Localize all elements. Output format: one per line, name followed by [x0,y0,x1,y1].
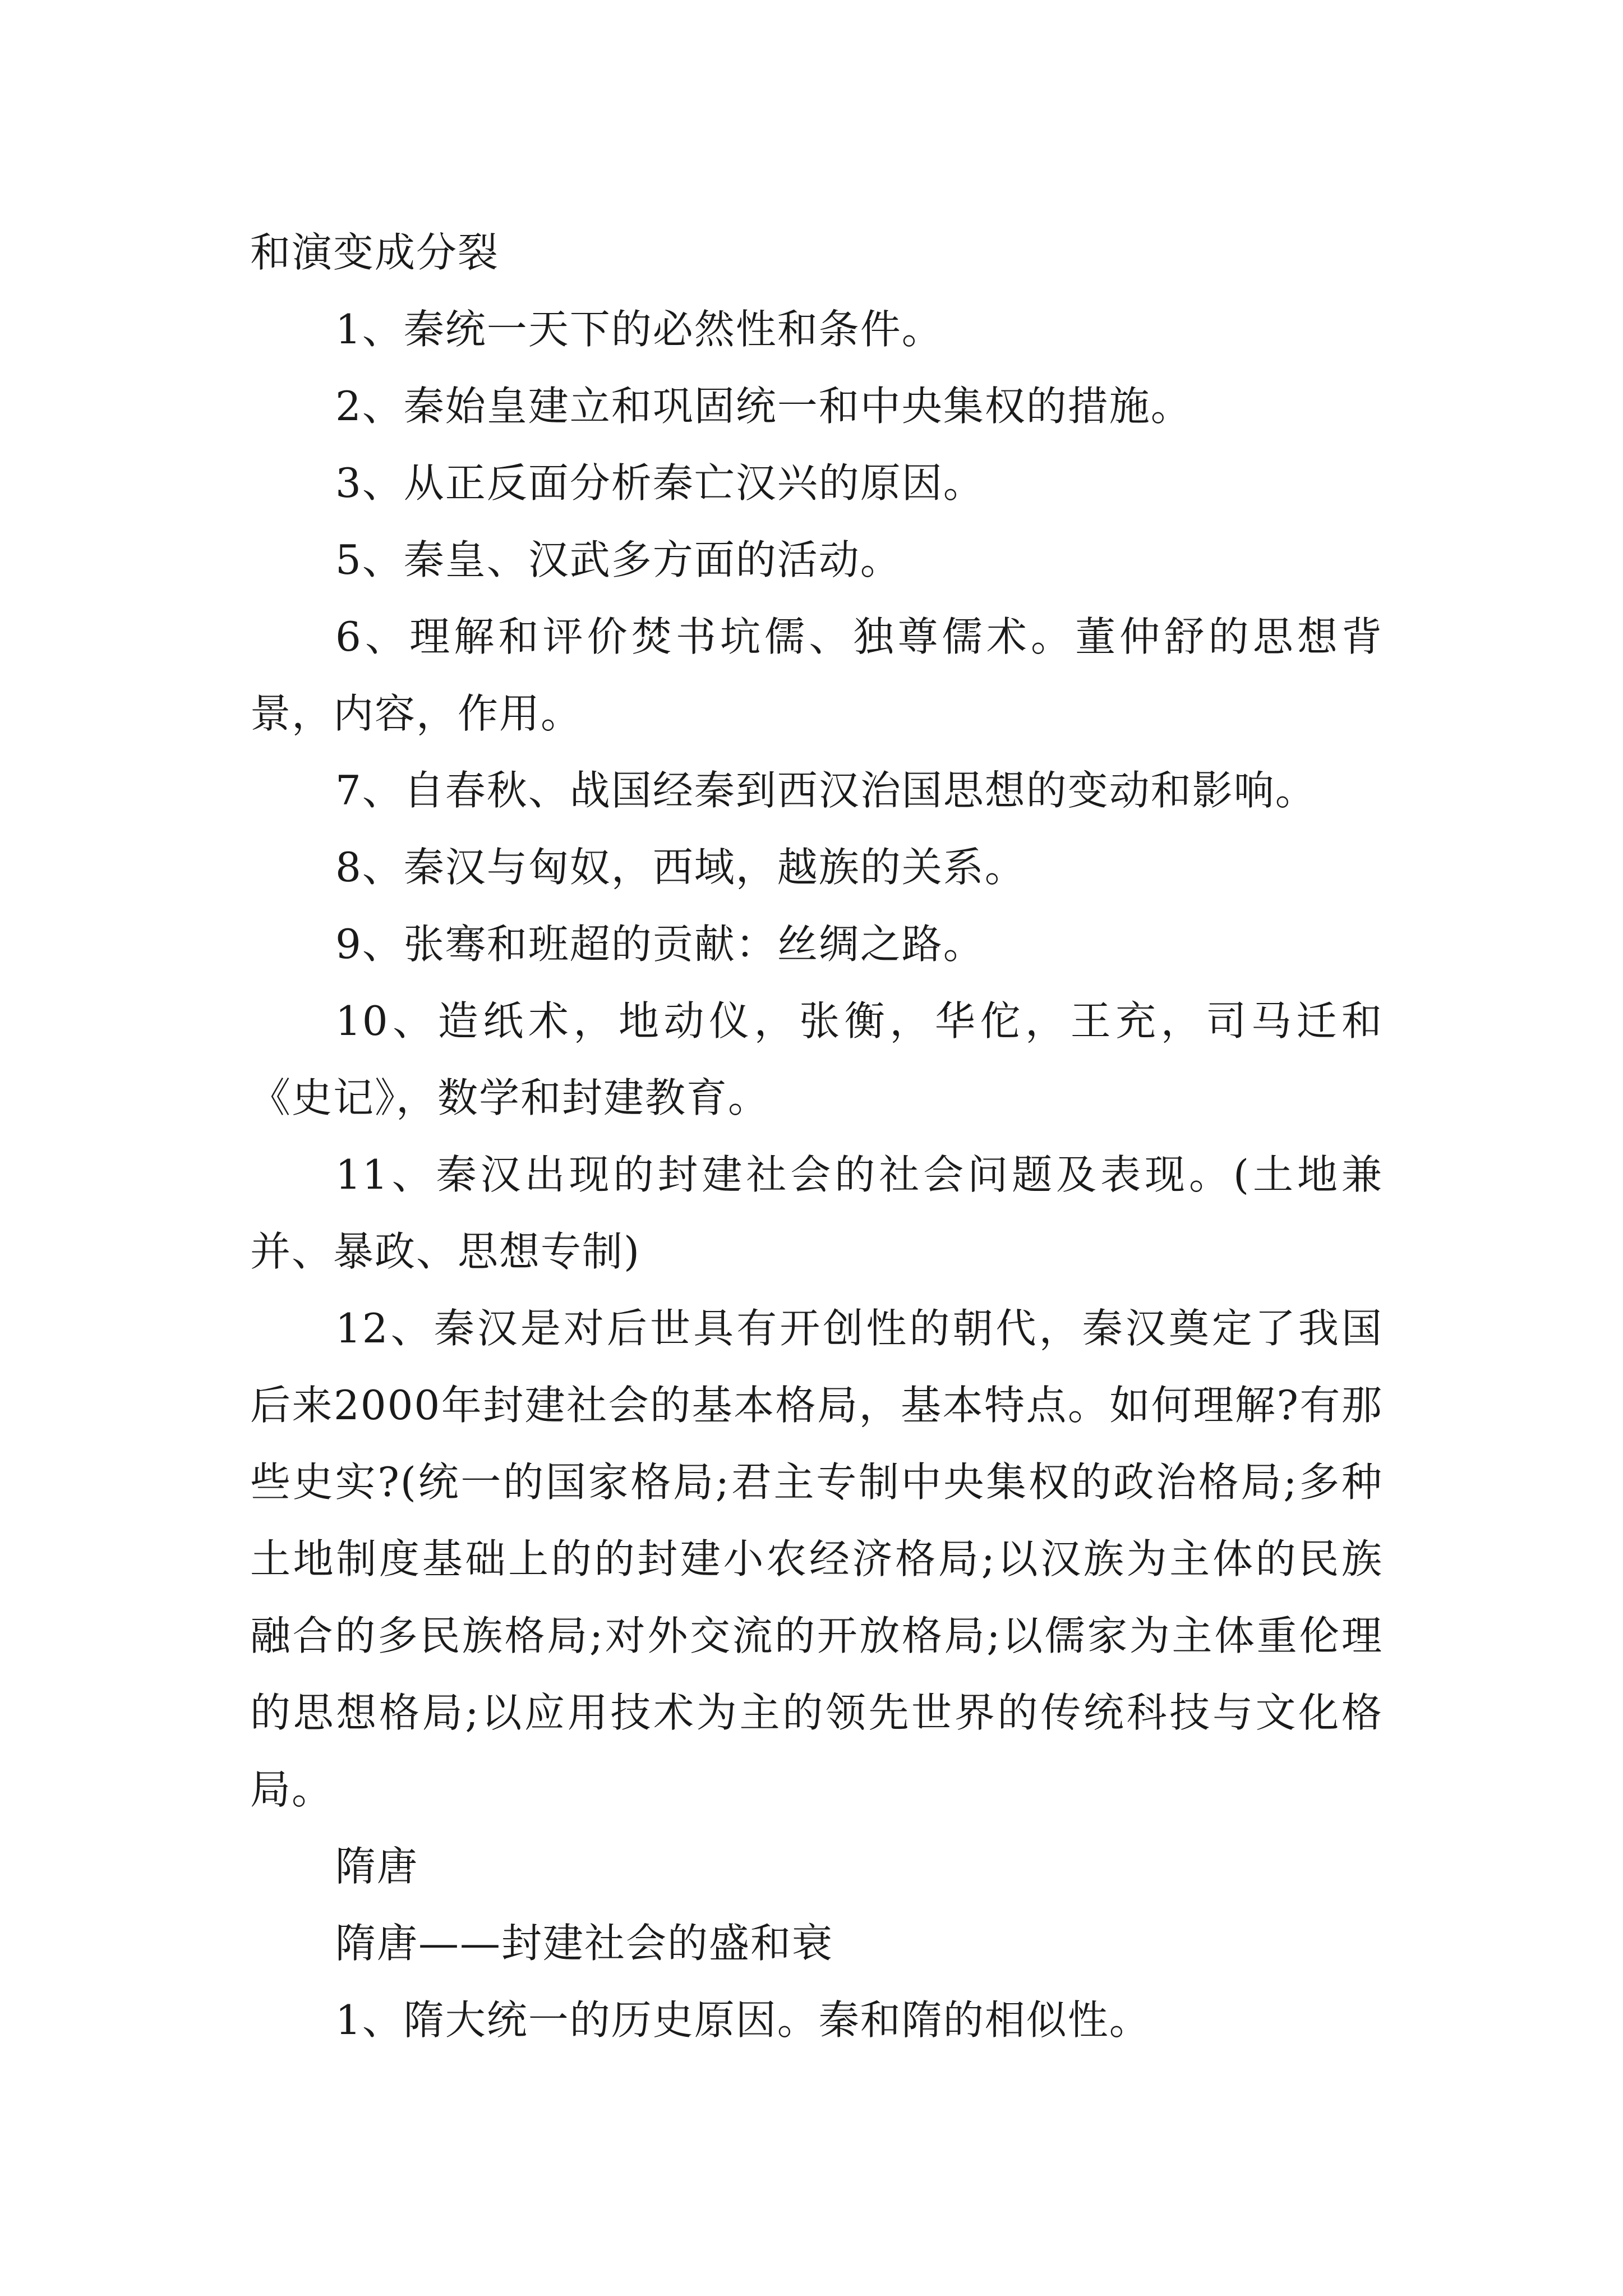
list-item: 11、秦汉出现的封建社会的社会问题及表现。(土地兼并、暴政、思想专制) [250,1151,1383,1275]
section-heading: 隋唐 [335,1843,419,1890]
list-item: 2、秦始皇建立和巩固统一和中央集权的措施。 [335,383,1192,430]
list-item: 6、理解和评价焚书坑儒、独尊儒术。董仲舒的思想背景，内容，作用。 [250,613,1383,737]
list-item: 5、秦皇、汉武多方面的活动。 [335,536,902,583]
list-item: 10、造纸术，地动仪，张衡，华佗，王充，司马迁和《史记》，数学和封建教育。 [250,997,1383,1121]
list-item: 9、张骞和班超的贡献：丝绸之路。 [335,921,985,968]
list-item: 1、秦统一天下的必然性和条件。 [335,306,943,353]
paragraph-continuation: 和演变成分裂 [250,229,500,276]
section-subheading: 隋唐——封建社会的盛和衰 [335,1920,834,1967]
list-item: 7、自春秋、战国经秦到西汉治国思想的变动和影响。 [335,767,1317,814]
document-body [250,214,1383,2059]
list-item: 12、秦汉是对后世具有开创性的朝代，秦汉奠定了我国后来2000年封建社会的基本格局，基本特点。如何理解?有那些史实?(统一的国家格局;君主专制中央集权的政治格局;多种土地制度基础上的的封建小农经济格局;以汉族为主体的民族融合的多民族格局;对外交流的开放格局;以儒家为主体重伦理的思想格局;以应用技术为主的领先世界的传统科技与文化格局。 [250,1305,1383,1813]
list-item: 3、从正反面分析秦亡汉兴的原因。 [335,459,985,507]
list-item: 1、隋大统一的历史原因。秦和隋的相似性。 [335,1996,1151,2044]
list-item: 8、秦汉与匈奴，西域，越族的关系。 [335,844,1026,891]
